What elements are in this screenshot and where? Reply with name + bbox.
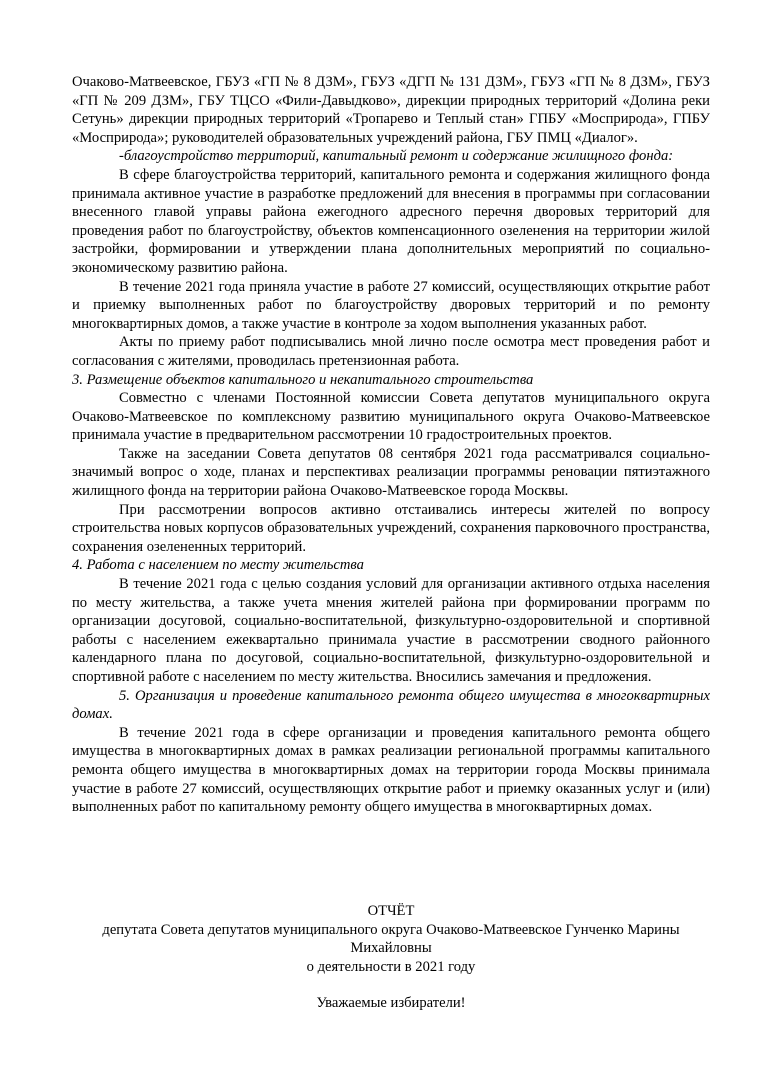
section-heading-3: 3. Размещение объектов капитального и некапитального строительства xyxy=(72,371,534,388)
paragraph: В течение 2021 года в сфере организации и проведения капитального ремонта общего имущества в многоквартирных домах в рамках реализации региональной программы капитального ремонта общего имущества в многоквартирных домах на территории города Москвы принимала участие в работе 27 комиссий, осуществляющих открытие работ и приемку оказанных услуг и (или) выполненных работ по капитальному ремонту общего имущества в многоквартирных домах. xyxy=(72,724,710,816)
paragraph: Совместно с членами Постоянной комиссии Совета депутатов муниципального округа Очаково-Матвеевское по комплексному развитию муниципального округа Очаково-Матвеевское принимала участие в предварительном рассмотрении 10 градостроительных проектов. xyxy=(72,390,710,444)
subsection-heading: -благоустройство территорий, капитальный ремонт и содержание жилищного фонда: xyxy=(119,148,674,165)
paragraph: Акты по приему работ подписывались мной лично после осмотра мест проведения работ и согласования с жителями, проводилась претензионная работа. xyxy=(72,334,710,369)
paragraph: При рассмотрении вопросов активно отстаивались интересы жителей по вопросу строительства новых корпусов образовательных учреждений, сохранения парковочного пространства, сохранения озелененных территорий. xyxy=(72,501,710,555)
paragraph: В течение 2021 года приняла участие в работе 27 комиссий, осуществляющих открытие работ и приемку выполненных работ по благоустройству дворовых территорий и по ремонту многоквартирных домов, а также участие в контроле за ходом выполнения указанных работ. xyxy=(72,278,710,332)
report-header xyxy=(72,902,710,1013)
paragraph: В течение 2021 года с целью создания условий для организации активного отдыха населения по месту жительства, а также учета мнения жителей района при формировании программ по организации досуговой, социально-воспитательной, физкультурно-оздоровительной и спортивной работы с населением ежеквартально принимала участие в рассмотрении сводного районного календарного плана по досуговой, социально-воспитательной, физкультурно-оздоровительной и спортивной работе с населением по месту жительства. Вносились замечания и предложения. xyxy=(72,576,710,685)
document-body xyxy=(72,73,710,817)
section-heading-5: 5. Организация и проведение капитального ремонта общего имущества в многоквартирных домах. xyxy=(72,687,710,723)
report-subtitle: депутата Совета депутатов муниципального округа Очаково-Матвеевское Гунченко Марины Михайловны xyxy=(102,921,680,957)
paragraph: В сфере благоустройства территорий, капитального ремонта и содержания жилищного фонда принимала активное участие в разработке предложений для внесения в программы при согласовании внесенного главой управы района ежегодного адресного перечня дворовых территорий для проведения работ по благоустройству, объектов компенсационного озеленения на территории жилой застройки, формировании и утверждении плана дополнительных мероприятий по социально-экономическому развитию района. xyxy=(72,166,710,276)
intro-paragraph: Очаково-Матвеевское, ГБУЗ «ГП № 8 ДЗМ», ГБУЗ «ДГП № 131 ДЗМ», ГБУЗ «ГП № 8 ДЗМ», ГБУЗ «ГП № 209 ДЗМ», ГБУ ТЦСО «Фили-Давыдково», дирекции природных территорий «Долина реки Сетунь» дирекции природных территорий «Тропарево и Теплый стан» ГПБУ «Мосприрода», ГПБУ «Мосприрода»; руководителей образовательных учреждений района, ГБУ ПМЦ «Диалог». xyxy=(72,74,710,146)
greeting: Уважаемые избиратели! xyxy=(316,995,466,1012)
section-heading-4: 4. Работа с населением по месту жительства xyxy=(72,557,364,574)
report-title: ОТЧЁТ xyxy=(367,903,415,919)
paragraph: Также на заседании Совета депутатов 08 сентября 2021 года рассматривался социально-значимый вопрос о ходе, планах и перспективах реализации программы реновации пятиэтажного жилищного фонда на территории района Очаково-Матвеевское города Москвы. xyxy=(72,445,710,500)
report-period: о деятельности в 2021 году xyxy=(306,958,476,975)
